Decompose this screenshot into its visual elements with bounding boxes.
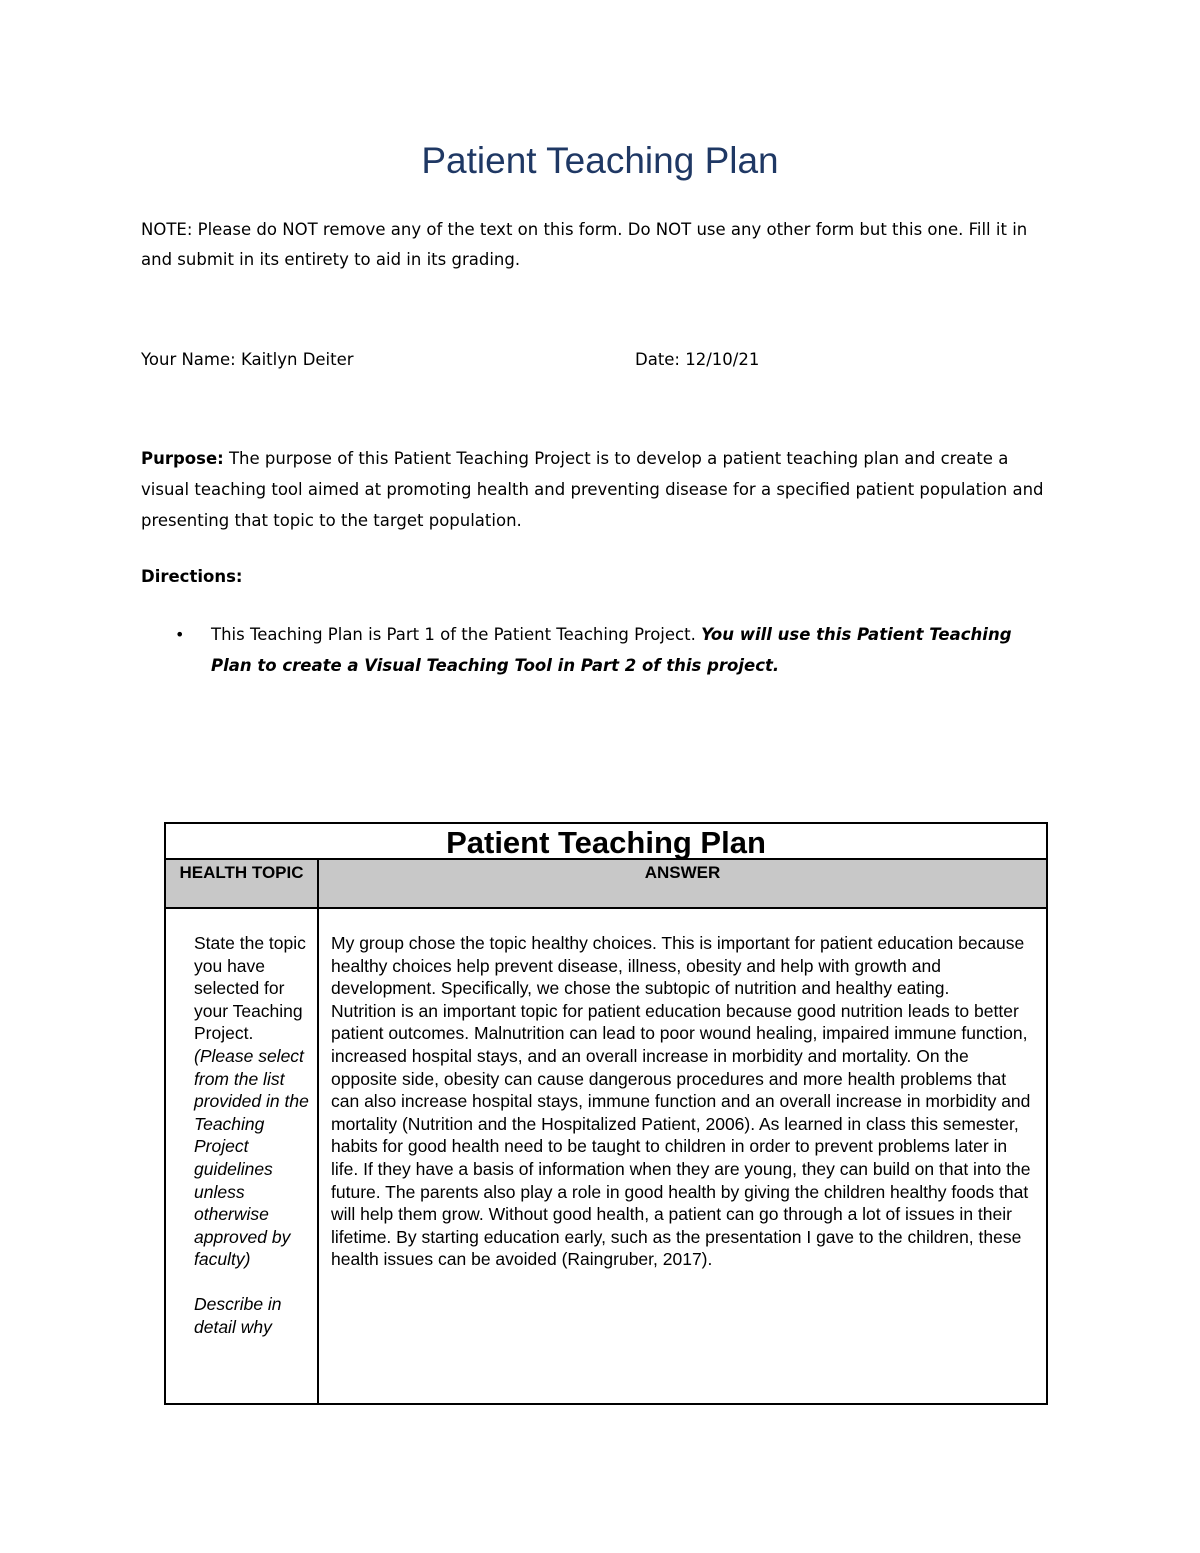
table-header-row: [166, 860, 1046, 909]
bullet-emphasis: You will use this Patient Teaching Plan to create a Visual Teaching Tool in Part 2 of this project.: [211, 625, 1012, 675]
table-title: Patient Teaching Plan: [166, 824, 1046, 860]
student-name: Your Name: Kaitlyn Deiter: [141, 350, 354, 369]
answer-paragraph-1: My group chose the topic healthy choices. This is important for patient education because healthy choices help prevent disease, illness, obesity and help with growth and development. Specifically, we chose the subtopic of nutrition and healthy eating.: [331, 933, 1025, 999]
submission-date: Date: 12/10/21: [635, 350, 760, 369]
directions-list: [141, 619, 1041, 681]
purpose-label: Purpose:: [141, 449, 224, 468]
header-health-topic: HEALTH TOPIC: [166, 860, 319, 907]
directions-heading: Directions:: [141, 567, 243, 586]
purpose-paragraph: [141, 443, 1061, 536]
topic-prompt: State the topic you have selected for your Teaching Project.: [194, 933, 306, 1044]
purpose-text: The purpose of this Patient Teaching Project is to develop a patient teaching plan and create a visual teaching tool aimed at promoting health and preventing disease for a specified patient population and presenting that topic to the target population.: [141, 449, 1044, 530]
name-date-line: [141, 345, 1061, 375]
answer-cell[interactable]: [319, 909, 1046, 1426]
bullet-icon: •: [175, 625, 185, 644]
topic-instructions: (Please select from the list provided in the Teaching Project guidelines unless otherwise approved by faculty): [194, 1045, 309, 1270]
bullet-text: This Teaching Plan is Part 1 of the Patient Teaching Project.: [211, 625, 702, 644]
describe-prompt: Describe in detail why: [194, 1293, 282, 1337]
teaching-plan-table: [164, 822, 1048, 1405]
answer-paragraph-2: Nutrition is an important topic for patient education because good nutrition leads to better patient outcomes. Malnutrition can lead to poor wound healing, impaired immune function, increased hospital stays, and an overall increase in morbidity and mortality. On the opposite side, obesity can cause dangerous procedures and more health problems that can also increase hospital stays, immune function and an overall increase in morbidity and mortality (Nutrition and the Hospitalized Patient, 2006). As learned in class this semester, habits for good health need to be taught to children in order to prevent problems later in life. If they have a basis of information when they are young, they can build on that into the future. The parents also play a role in good health by giving the children healthy foods that will help them grow. Without good health, a patient can go through a lot of issues in their lifetime. By starting education early, such as the presentation I gave to the children, these health issues can be avoided (Raingruber, 2017).: [331, 1000, 1031, 1270]
header-answer: ANSWER: [644, 863, 721, 882]
page-title: Patient Teaching Plan: [421, 140, 779, 181]
table-row: [166, 909, 1046, 1403]
list-item: [141, 619, 1041, 681]
topic-prompt-cell: [166, 909, 319, 1403]
form-note: NOTE: Please do NOT remove any of the text on this form. Do NOT use any other form but this one. Fill it in and submit in its entirety to aid in its grading.: [141, 220, 1028, 269]
